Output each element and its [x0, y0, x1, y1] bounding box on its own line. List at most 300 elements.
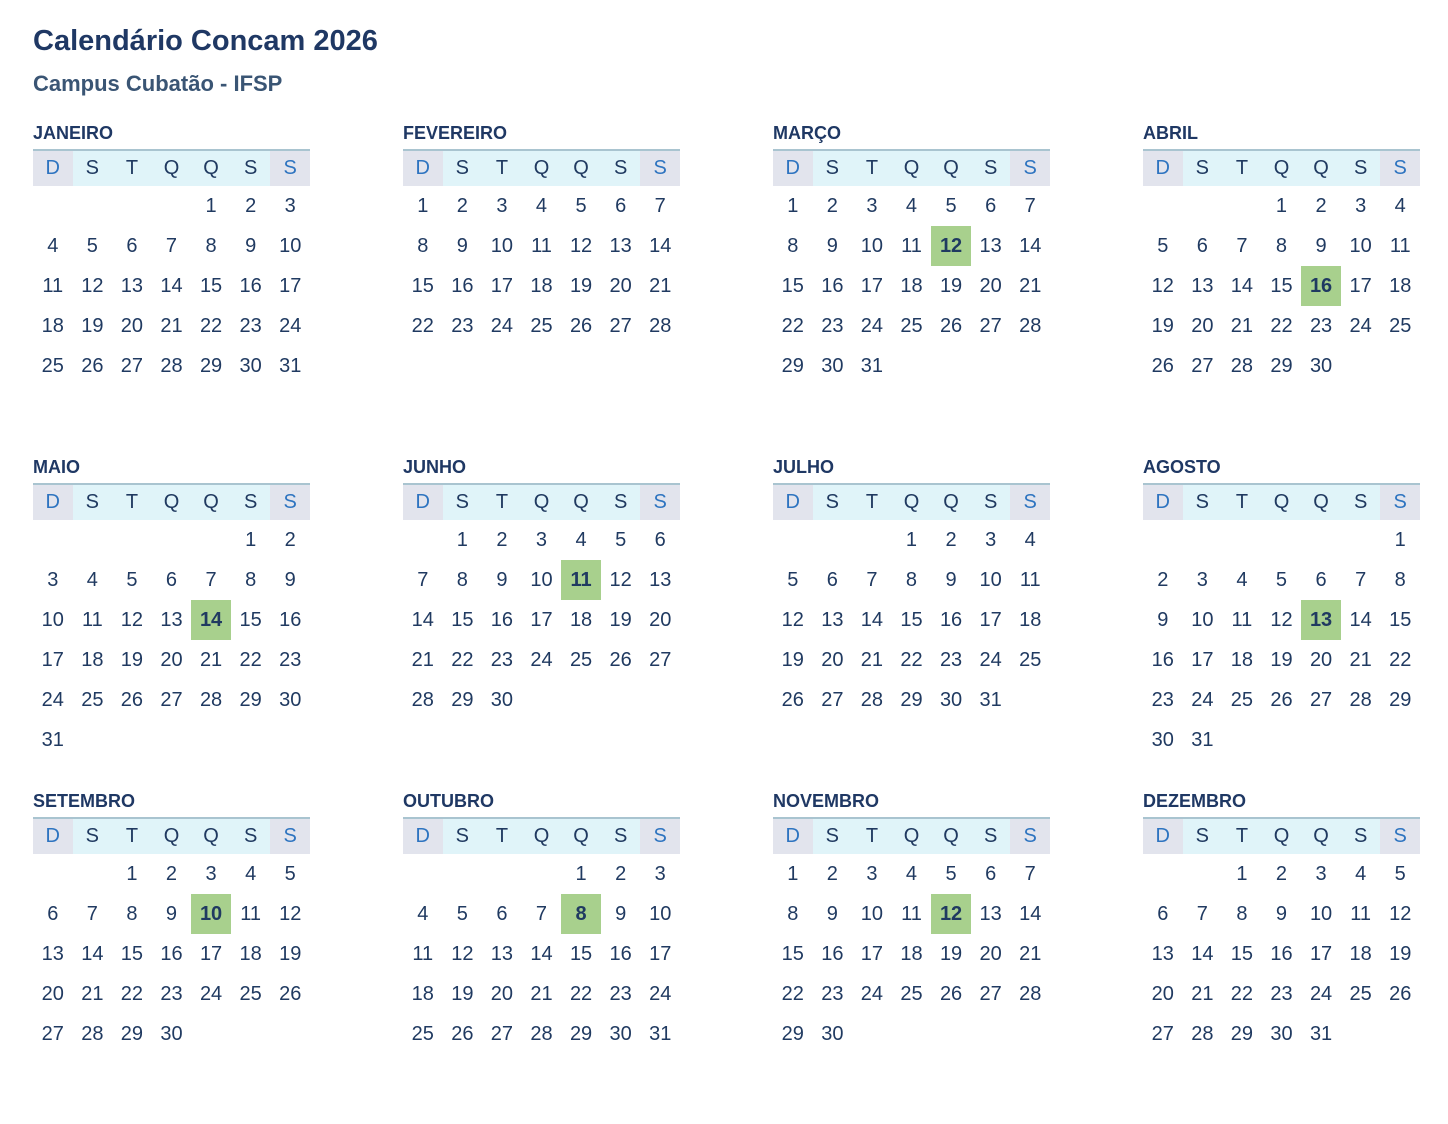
day-cell: 10: [1191, 608, 1214, 631]
day-cell: 18: [1019, 608, 1042, 631]
day-cell: 6: [654, 528, 666, 551]
weekday-header-cell: S: [73, 485, 113, 520]
day-cell: 11: [240, 902, 262, 925]
weekday-header-cell: Q: [931, 151, 971, 186]
month-fevereiro: [403, 122, 680, 456]
weekday-header-row: [1143, 149, 1420, 186]
weekday-header-row: [403, 149, 680, 186]
weekday-header-cell: S: [813, 819, 853, 854]
empty-day-cell: [443, 854, 483, 894]
weekend-header-cell: S: [270, 151, 310, 186]
day-cell: 26: [120, 688, 144, 711]
day-cell: 26: [781, 688, 804, 711]
highlighted-day-cell: 14: [191, 600, 231, 640]
day-cell: 29: [1389, 688, 1412, 711]
day-cell: 15: [411, 274, 434, 297]
day-cell: 25: [900, 314, 923, 337]
day-cell: 22: [569, 982, 593, 1005]
day-cell: 25: [900, 982, 923, 1005]
day-cell: 20: [979, 274, 1002, 297]
day-cell: 19: [609, 608, 632, 631]
day-cell: 7: [1024, 194, 1036, 217]
weekend-header-cell: S: [640, 819, 680, 854]
month-title: MARÇO: [773, 123, 841, 144]
day-cell: 26: [1389, 982, 1412, 1005]
day-cell: 18: [1389, 274, 1412, 297]
day-cell: 15: [569, 942, 593, 965]
day-cell: 13: [821, 608, 844, 631]
day-cell: 14: [860, 608, 884, 631]
page-subtitle: Campus Cubatão - IFSP: [33, 70, 283, 96]
weekday-header-cell: T: [112, 819, 152, 854]
weekday-header-cell: S: [1341, 485, 1381, 520]
day-cell: 11: [1389, 234, 1411, 257]
day-cell: 2: [1275, 862, 1288, 885]
day-cell: 21: [860, 648, 884, 671]
weekend-header-cell: S: [270, 485, 310, 520]
month-title: JULHO: [773, 457, 835, 478]
day-cell: 27: [979, 314, 1002, 337]
day-cell: 13: [1191, 274, 1214, 297]
day-cell: 4: [535, 194, 548, 217]
empty-day-cell: [112, 520, 152, 560]
day-cell: 24: [1191, 688, 1214, 711]
day-cell: 2: [245, 194, 257, 217]
day-cell: 19: [1270, 648, 1293, 671]
day-cell: 13: [979, 234, 1002, 257]
day-cell: 12: [279, 902, 302, 925]
day-cell: 16: [939, 608, 963, 631]
day-cell: 27: [490, 1022, 514, 1045]
day-cell: 24: [530, 648, 553, 671]
day-cell: 9: [615, 902, 627, 925]
month-title: FEVEREIRO: [403, 123, 508, 144]
day-cell: 18: [411, 982, 434, 1005]
day-cell: 6: [126, 234, 138, 257]
day-cell: 24: [1309, 982, 1333, 1005]
weekend-header-cell: D: [403, 819, 443, 854]
month-junho: [403, 456, 680, 790]
month-title: SETEMBRO: [33, 791, 136, 812]
day-cell: 27: [120, 354, 144, 377]
day-cell: 17: [279, 274, 302, 297]
day-cell: 4: [47, 234, 59, 257]
weekday-header-cell: S: [971, 819, 1011, 854]
weekday-header-cell: Q: [152, 151, 192, 186]
day-cell: 24: [1349, 314, 1372, 337]
day-cell: 25: [1230, 688, 1254, 711]
day-cell: 15: [120, 942, 144, 965]
day-cell: 29: [569, 1022, 593, 1045]
weekday-header-cell: S: [443, 151, 483, 186]
day-cell: 26: [279, 982, 302, 1005]
day-cell: 3: [284, 194, 296, 217]
day-cell: 3: [654, 862, 666, 885]
highlighted-day-cell: 11: [561, 560, 601, 600]
day-cell: 8: [1394, 568, 1406, 591]
empty-day-cell: [152, 520, 192, 560]
day-cell: 5: [284, 862, 296, 885]
day-cell: 7: [1196, 902, 1208, 925]
day-cell: 13: [609, 234, 632, 257]
day-cell: 28: [1230, 354, 1254, 377]
weekday-header-row: [1143, 483, 1420, 520]
day-cell: 19: [781, 648, 804, 671]
day-cell: 18: [530, 274, 553, 297]
day-cell: 4: [575, 528, 587, 551]
weekend-header-cell: S: [1010, 819, 1050, 854]
day-cell: 8: [126, 902, 138, 925]
day-cell: 8: [787, 234, 799, 257]
day-cell: 22: [411, 314, 434, 337]
day-cell: 9: [456, 234, 468, 257]
month-julho: [773, 456, 1050, 790]
weekday-header-cell: S: [231, 819, 271, 854]
day-cell: 15: [1389, 608, 1412, 631]
weekday-header-cell: S: [813, 485, 853, 520]
weekday-header-cell: Q: [561, 151, 601, 186]
day-cell: 21: [199, 648, 223, 671]
day-cell: 4: [417, 902, 429, 925]
day-cell: 25: [411, 1022, 434, 1045]
day-cell: 30: [279, 688, 302, 711]
day-cell: 6: [47, 902, 59, 925]
day-cell: 10: [1349, 234, 1372, 257]
day-cell: 1: [417, 194, 429, 217]
day-cell: 28: [199, 688, 223, 711]
day-cell: 16: [239, 274, 262, 297]
day-cell: 1: [205, 194, 217, 217]
day-cell: 4: [1355, 862, 1367, 885]
day-cell: 31: [979, 688, 1002, 711]
highlighted-day-cell: 8: [561, 894, 601, 934]
empty-day-cell: [813, 520, 853, 560]
day-cell: 9: [284, 568, 296, 591]
day-cell: 17: [1309, 942, 1333, 965]
weekend-header-cell: S: [1380, 485, 1420, 520]
day-cell: 5: [615, 528, 627, 551]
weekday-header-cell: S: [971, 151, 1011, 186]
weekend-header-cell: D: [1143, 485, 1183, 520]
day-cell: 13: [1151, 942, 1174, 965]
weekday-header-cell: T: [852, 151, 892, 186]
day-cell: 16: [490, 608, 514, 631]
empty-day-cell: [152, 186, 192, 226]
weekday-header-cell: Q: [561, 485, 601, 520]
day-cell: 20: [490, 982, 514, 1005]
day-cell: 30: [1151, 728, 1174, 751]
weekday-header-cell: Q: [892, 485, 932, 520]
day-cell: 13: [979, 902, 1002, 925]
day-grid: [33, 520, 310, 760]
day-cell: 23: [160, 982, 183, 1005]
day-cell: 30: [821, 354, 844, 377]
day-cell: 7: [1236, 234, 1248, 257]
weekday-header-cell: S: [601, 151, 641, 186]
day-cell: 9: [1157, 608, 1169, 631]
weekday-header-cell: S: [1341, 151, 1381, 186]
month-outubro: [403, 790, 680, 1124]
month-title: AGOSTO: [1143, 457, 1221, 478]
weekend-header-cell: D: [773, 151, 813, 186]
day-cell: 18: [1349, 942, 1372, 965]
day-cell: 21: [649, 274, 672, 297]
day-cell: 17: [530, 608, 553, 631]
day-cell: 5: [945, 194, 957, 217]
day-cell: 16: [279, 608, 302, 631]
weekend-header-cell: S: [270, 819, 310, 854]
weekday-header-cell: T: [482, 819, 522, 854]
day-cell: 14: [411, 608, 434, 631]
day-cell: 19: [451, 982, 474, 1005]
empty-day-cell: [522, 854, 562, 894]
weekday-header-cell: Q: [1262, 485, 1302, 520]
day-cell: 22: [781, 982, 804, 1005]
day-cell: 16: [160, 942, 183, 965]
day-cell: 13: [490, 942, 514, 965]
day-cell: 22: [1389, 648, 1412, 671]
weekday-header-cell: S: [443, 485, 483, 520]
day-cell: 17: [649, 942, 672, 965]
highlighted-day-cell: 12: [931, 226, 971, 266]
day-cell: 18: [900, 942, 923, 965]
day-cell: 1: [787, 862, 799, 885]
day-grid: [403, 854, 680, 1054]
day-cell: 22: [900, 648, 923, 671]
day-cell: 14: [1019, 234, 1042, 257]
day-cell: 15: [451, 608, 474, 631]
day-cell: 3: [866, 194, 878, 217]
day-cell: 6: [615, 194, 627, 217]
day-cell: 9: [165, 902, 178, 925]
day-cell: 6: [1196, 234, 1208, 257]
day-cell: 29: [451, 688, 474, 711]
day-cell: 25: [1349, 982, 1372, 1005]
day-cell: 2: [1157, 568, 1169, 591]
day-cell: 21: [1191, 982, 1214, 1005]
day-cell: 20: [41, 982, 64, 1005]
weekend-header-cell: D: [33, 151, 73, 186]
weekday-header-cell: Q: [191, 485, 231, 520]
day-cell: 7: [1024, 862, 1036, 885]
day-cell: 20: [160, 648, 183, 671]
day-cell: 26: [1270, 688, 1293, 711]
day-cell: 10: [279, 234, 302, 257]
day-cell: 30: [160, 1022, 183, 1045]
weekday-header-cell: Q: [931, 819, 971, 854]
month-title: JANEIRO: [33, 123, 114, 144]
day-cell: 22: [120, 982, 144, 1005]
day-cell: 4: [86, 568, 98, 591]
day-cell: 27: [821, 688, 844, 711]
day-cell: 30: [239, 354, 262, 377]
weekday-header-cell: T: [112, 485, 152, 520]
weekday-header-cell: Q: [522, 485, 562, 520]
day-cell: 31: [41, 728, 64, 751]
day-cell: 5: [1394, 862, 1406, 885]
day-cell: 19: [81, 314, 104, 337]
day-cell: 17: [860, 942, 884, 965]
day-grid: [403, 186, 680, 346]
day-grid: [33, 186, 310, 386]
day-cell: 13: [160, 608, 183, 631]
highlighted-day-cell: 16: [1301, 266, 1341, 306]
day-cell: 26: [451, 1022, 474, 1045]
weekday-header-cell: Q: [1301, 819, 1341, 854]
day-cell: 2: [456, 194, 468, 217]
empty-day-cell: [33, 186, 73, 226]
empty-day-cell: [1183, 186, 1223, 226]
day-grid: [1143, 186, 1420, 386]
months-grid: [33, 122, 1448, 1124]
weekend-header-cell: D: [33, 485, 73, 520]
day-cell: 18: [81, 648, 104, 671]
day-cell: 1: [245, 528, 257, 551]
day-cell: 14: [1349, 608, 1372, 631]
day-cell: 17: [490, 274, 514, 297]
day-cell: 24: [860, 314, 884, 337]
weekend-header-cell: S: [640, 485, 680, 520]
day-cell: 4: [905, 862, 918, 885]
day-cell: 16: [1151, 648, 1174, 671]
day-cell: 19: [279, 942, 302, 965]
day-cell: 23: [451, 314, 474, 337]
day-cell: 27: [41, 1022, 64, 1045]
day-cell: 16: [821, 274, 844, 297]
day-cell: 28: [1191, 1022, 1214, 1045]
month-setembro: [33, 790, 310, 1124]
empty-day-cell: [33, 854, 73, 894]
day-cell: 5: [1275, 568, 1288, 591]
day-cell: 3: [866, 862, 878, 885]
day-cell: 9: [245, 234, 257, 257]
day-cell: 26: [939, 982, 963, 1005]
day-cell: 23: [939, 648, 963, 671]
weekday-header-cell: T: [1222, 819, 1262, 854]
day-cell: 20: [120, 314, 144, 337]
day-cell: 6: [826, 568, 838, 591]
day-cell: 25: [1019, 648, 1042, 671]
day-cell: 28: [1019, 982, 1042, 1005]
day-cell: 6: [1315, 568, 1327, 591]
day-cell: 14: [1230, 274, 1254, 297]
weekend-header-cell: S: [1010, 485, 1050, 520]
weekday-header-cell: S: [971, 485, 1011, 520]
empty-day-cell: [403, 520, 443, 560]
day-cell: 17: [860, 274, 884, 297]
month-title: MAIO: [33, 457, 80, 478]
day-cell: 6: [165, 568, 178, 591]
day-cell: 2: [1315, 194, 1327, 217]
day-cell: 20: [609, 274, 632, 297]
weekday-header-cell: Q: [1262, 819, 1302, 854]
day-cell: 14: [649, 234, 672, 257]
day-cell: 2: [496, 528, 508, 551]
day-cell: 9: [496, 568, 508, 591]
day-cell: 21: [1019, 274, 1042, 297]
day-cell: 3: [1196, 568, 1208, 591]
weekend-header-cell: D: [403, 485, 443, 520]
day-cell: 6: [985, 862, 997, 885]
day-cell: 1: [1275, 194, 1288, 217]
day-cell: 21: [1019, 942, 1042, 965]
day-cell: 15: [781, 942, 804, 965]
day-cell: 23: [490, 648, 514, 671]
day-cell: 3: [535, 528, 548, 551]
day-cell: 7: [417, 568, 429, 591]
weekday-header-cell: Q: [892, 151, 932, 186]
day-cell: 2: [826, 194, 838, 217]
day-cell: 10: [1309, 902, 1333, 925]
day-cell: 24: [490, 314, 514, 337]
day-cell: 17: [1191, 648, 1214, 671]
weekend-header-cell: S: [1380, 151, 1420, 186]
day-cell: 30: [821, 1022, 844, 1045]
day-cell: 12: [1151, 274, 1174, 297]
weekday-header-cell: Q: [522, 151, 562, 186]
day-cell: 20: [1309, 648, 1333, 671]
weekday-header-cell: T: [482, 151, 522, 186]
day-cell: 9: [826, 902, 838, 925]
day-cell: 31: [860, 354, 884, 377]
weekend-header-cell: D: [33, 819, 73, 854]
month-agosto: [1143, 456, 1420, 790]
day-cell: 31: [279, 354, 302, 377]
day-cell: 28: [530, 1022, 553, 1045]
weekday-header-cell: Q: [522, 819, 562, 854]
day-cell: 2: [615, 862, 627, 885]
weekday-header-cell: S: [443, 819, 483, 854]
day-cell: 10: [490, 234, 514, 257]
day-cell: 14: [81, 942, 104, 965]
day-cell: 19: [939, 274, 963, 297]
month-title: OUTUBRO: [403, 791, 494, 812]
day-cell: 3: [985, 528, 997, 551]
day-grid: [33, 854, 310, 1054]
day-cell: 8: [205, 234, 217, 257]
weekday-header-cell: S: [73, 151, 113, 186]
day-cell: 23: [821, 314, 844, 337]
weekday-header-cell: Q: [1301, 151, 1341, 186]
month-maio: [33, 456, 310, 790]
empty-day-cell: [1262, 520, 1302, 560]
day-cell: 4: [1024, 528, 1036, 551]
day-cell: 29: [781, 354, 804, 377]
empty-day-cell: [1301, 520, 1341, 560]
day-cell: 2: [826, 862, 838, 885]
weekday-header-cell: S: [601, 819, 641, 854]
day-cell: 23: [1151, 688, 1174, 711]
day-cell: 1: [126, 862, 138, 885]
weekday-header-cell: Q: [1262, 151, 1302, 186]
day-cell: 20: [979, 942, 1002, 965]
day-cell: 14: [1019, 902, 1042, 925]
day-cell: 28: [160, 354, 183, 377]
day-cell: 26: [939, 314, 963, 337]
day-cell: 18: [569, 608, 593, 631]
day-cell: 9: [1275, 902, 1288, 925]
day-cell: 2: [945, 528, 957, 551]
weekend-header-cell: D: [773, 819, 813, 854]
day-cell: 5: [456, 902, 468, 925]
empty-day-cell: [1143, 520, 1183, 560]
weekday-header-row: [33, 483, 310, 520]
day-cell: 26: [81, 354, 104, 377]
day-cell: 11: [901, 234, 922, 257]
day-cell: 21: [1349, 648, 1372, 671]
day-cell: 19: [1151, 314, 1174, 337]
day-grid: [1143, 854, 1420, 1054]
